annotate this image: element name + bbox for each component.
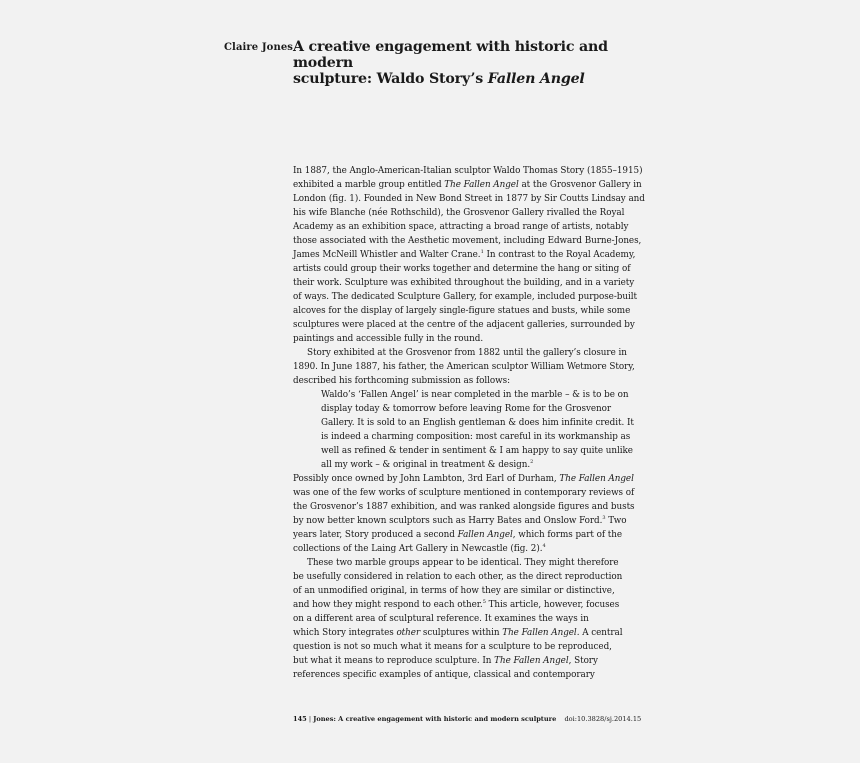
body-line xyxy=(293,626,638,640)
body-line xyxy=(293,654,638,668)
body-text: Academy as an exhibition space, attracting a broad range of artists, notably xyxy=(293,222,629,232)
body-text: artists could group their works together and determine the hang or siting of xyxy=(293,264,631,274)
body-line xyxy=(293,402,638,416)
body-line xyxy=(293,570,638,584)
italic-text: other xyxy=(396,628,421,638)
body-text: of ways. The dedicated Sculpture Gallery, for example, included purpose-built xyxy=(293,292,637,302)
body-text: described his forthcoming submission as follows: xyxy=(293,376,510,386)
body-text: but what it means to reproduce sculpture. In xyxy=(293,656,495,666)
body-text: paintings and accessible fully in the round. xyxy=(293,334,484,344)
body-text: sculptures within xyxy=(420,628,503,638)
body-text: at the Grosvenor Gallery in xyxy=(518,180,642,190)
body-text: sculptures were placed at the centre of the adjacent galleries, surrounded by xyxy=(293,320,635,330)
body-text: is indeed a charming composition: most careful in its workmanship as xyxy=(321,432,631,442)
body-text: by now better known sculptors such as Harry Bates and Onslow Ford. xyxy=(293,516,603,526)
page-footer xyxy=(293,715,641,723)
footnote-marker: 3 xyxy=(602,515,606,521)
body-text: and how they might respond to each other. xyxy=(293,600,483,610)
body-text: This article, however, focuses xyxy=(485,600,620,610)
body-text: references specific examples of antique, classical and contemporary xyxy=(293,670,595,680)
body-text: all my work – & original in treatment & design. xyxy=(321,460,531,470)
body-line xyxy=(293,514,638,528)
body-text: of an unmodified original, in terms of how they are similar or distinctive, xyxy=(293,586,615,596)
body-line xyxy=(293,430,638,444)
body-line xyxy=(293,360,638,374)
body-line xyxy=(293,556,638,570)
body-text: those associated with the Aesthetic movement, including Edward Burne-Jones, xyxy=(293,236,642,246)
body-line xyxy=(293,346,638,360)
body-line xyxy=(293,290,638,304)
title-line-2-italic: Fallen Angel xyxy=(487,71,585,87)
body-line xyxy=(293,318,638,332)
body-text: display today & tomorrow before leaving Rome for the Grosvenor xyxy=(321,404,612,414)
body-line xyxy=(293,640,638,654)
article-title xyxy=(293,39,653,87)
body-line xyxy=(293,178,642,192)
body-text: , which forms part of the xyxy=(512,530,623,540)
title-line-2-text: sculpture: Waldo Story’s xyxy=(293,71,488,87)
body-text: Two xyxy=(605,516,627,526)
body-line xyxy=(293,444,638,458)
body-text: James McNeill Whistler and Walter Crane. xyxy=(293,250,481,260)
italic-text: The Fallen Angel xyxy=(502,628,577,638)
body-text: question is not so much what it means for a sculpture to be reproduced, xyxy=(293,642,612,652)
body-text: well as refined & tender in sentiment & I am happy to say quite unlike xyxy=(321,446,633,456)
footnote-marker: 2 xyxy=(530,459,534,465)
body-text: London (fig. 1). Founded in New Bond Street in 1877 by Sir Coutts Lindsay and xyxy=(293,194,645,204)
body-line xyxy=(293,472,638,486)
body-line xyxy=(293,612,638,626)
body-line xyxy=(293,304,638,318)
body-line xyxy=(293,206,638,220)
body-text: was one of the few works of sculpture mentioned in contemporary reviews of xyxy=(293,488,635,498)
italic-text: The Fallen Angel xyxy=(559,474,634,484)
body-line xyxy=(293,234,642,248)
body-line xyxy=(293,528,638,542)
body-line xyxy=(293,388,638,402)
italic-text: The Fallen Angel xyxy=(444,180,519,190)
body-line xyxy=(293,374,638,388)
article-body xyxy=(293,164,645,682)
body-text: 1890. In June 1887, his father, the American sculptor William Wetmore Story, xyxy=(293,362,635,372)
body-text: the Grosvenor’s 1887 exhibition, and was ranked alongside figures and busts xyxy=(293,502,635,512)
body-line xyxy=(293,220,638,234)
body-text: Waldo’s ‘Fallen Angel’ is near completed in the marble – & is to be on xyxy=(321,390,629,400)
body-text: exhibited a marble group entitled xyxy=(293,180,445,190)
body-line xyxy=(293,486,638,500)
title-line-2 xyxy=(293,71,653,87)
body-text: Gallery. It is sold to an English gentleman & does him infinite credit. It xyxy=(321,418,634,428)
title-line-1: A creative engagement with historic and modern xyxy=(293,39,608,71)
body-text: Possibly once owned by John Lambton, 3rd Earl of Durham, xyxy=(293,474,560,484)
italic-text: The Fallen Angel xyxy=(494,656,569,666)
italic-text: Fallen Angel xyxy=(457,530,513,540)
body-text: years later, Story produced a second xyxy=(293,530,458,540)
body-text: . A central xyxy=(576,628,623,638)
body-line xyxy=(293,262,638,276)
footnote-marker: 1 xyxy=(480,249,484,255)
body-text: Story exhibited at the Grosvenor from 1882 until the gallery’s closure in xyxy=(307,348,627,358)
body-text: his wife Blanche (née Rothschild), the Grosvenor Gallery rivalled the Royal xyxy=(293,208,625,218)
body-line xyxy=(293,668,638,682)
author-name: Claire Jones xyxy=(224,42,294,53)
body-line xyxy=(293,276,638,290)
body-text: their work. Sculpture was exhibited throughout the building, and in a variety xyxy=(293,278,635,288)
body-text: In contrast to the Royal Academy, xyxy=(483,250,636,260)
body-text: collections of the Laing Art Gallery in Newcastle (fig. 2). xyxy=(293,544,543,554)
body-line xyxy=(293,458,638,472)
body-text: alcoves for the display of largely single-figure statues and busts, while some xyxy=(293,306,631,316)
body-text: , Story xyxy=(568,656,598,666)
footer-page-number: 145 xyxy=(293,715,307,723)
body-text: be usefully considered in relation to each other, as the direct reproduction xyxy=(293,572,623,582)
footnote-marker: 4 xyxy=(542,543,546,549)
body-line xyxy=(293,164,643,178)
body-line xyxy=(293,500,638,514)
footnote-marker: 5 xyxy=(482,599,486,605)
body-text: which Story integrates xyxy=(293,628,397,638)
footer-doi: doi:10.3828/sj.2014.15 xyxy=(564,715,642,723)
footer-running-title: Jones: A creative engagement with historic and modern sculpture xyxy=(313,715,557,723)
body-line xyxy=(293,332,638,346)
footer-separator: | xyxy=(308,715,312,723)
body-line xyxy=(293,598,638,612)
body-line xyxy=(293,584,638,598)
body-text: on a different area of sculptural reference. It examines the ways in xyxy=(293,614,589,624)
body-line xyxy=(293,542,638,556)
body-text: These two marble groups appear to be identical. They might therefore xyxy=(307,558,619,568)
body-text: In 1887, the Anglo-American-Italian sculptor Waldo Thomas Story (1855–1915) xyxy=(293,166,643,176)
body-line xyxy=(293,248,638,262)
body-line xyxy=(293,192,645,206)
body-line xyxy=(293,416,638,430)
